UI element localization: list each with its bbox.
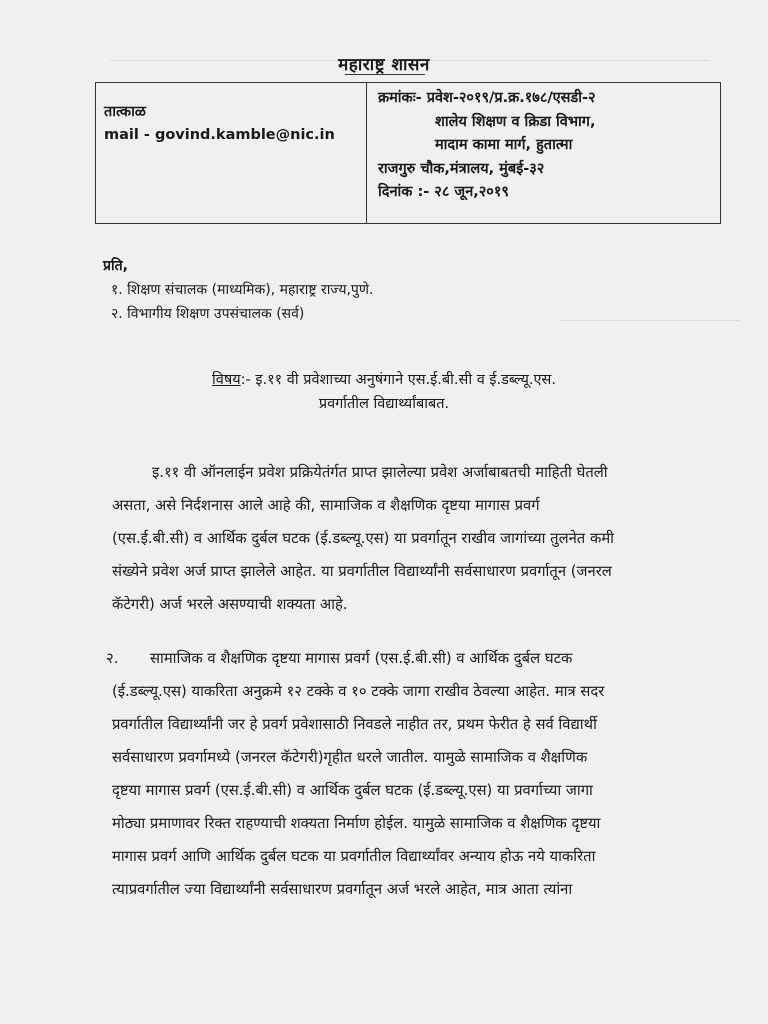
paragraph-1 bbox=[112, 456, 740, 621]
paragraph-line: सर्वसाधारण प्रवर्गामध्ये (जनरल कॅटेगरी)गृहीत धरले जातील. यामुळे सामाजिक व शैक्षणिक bbox=[112, 749, 588, 766]
subject-label: विषय bbox=[212, 372, 241, 388]
paragraph-line: असता, असे निर्दशनास आले आहे की, सामाजिक व शैक्षणिक दृष्टया मागास प्रवर्ग bbox=[112, 497, 540, 514]
paragraph-line-first bbox=[106, 642, 740, 675]
date-line: दिनांक :- २८ जून,२०१९ bbox=[378, 184, 509, 200]
paragraph-line: त्याप्रवर्गातील ज्या विद्यार्थ्यांनी सर्वसाधारण प्रवर्गातून अर्ज भरले आहेत, मात्र आता त्यांना bbox=[112, 881, 573, 898]
paragraph-line: (एस.ई.बी.सी) व आर्थिक दुर्बल घटक (ई.डब्ल्यू.एस) या प्रवर्गातून राखीव जागांच्या तुलनेत कमी bbox=[112, 530, 614, 547]
paragraph-line: मागास प्रवर्ग आणि आर्थिक दुर्बल घटक या प्रवर्गातील विद्यार्थ्यांवर अन्याय होऊ नये याकरिता bbox=[112, 848, 596, 865]
paragraph-line: मोठ्या प्रमाणावर रिक्त राहण्याची शक्यता निर्माण होईल. यामुळे सामाजिक व शैक्षणिक दृष्टया bbox=[112, 815, 601, 832]
email-line: mail - govind.kamble@nic.in bbox=[104, 127, 335, 143]
paragraph-number: २. bbox=[106, 650, 119, 667]
header-divider bbox=[366, 83, 367, 223]
address-line-2: राजगुरु चौक,मंत्रालय, मुंबई-३२ bbox=[378, 160, 545, 177]
urgency-label: तात्काळ bbox=[104, 104, 146, 120]
subject-block bbox=[0, 368, 768, 416]
scan-artifact bbox=[560, 320, 740, 321]
subject-text: :- इ.११ वी प्रवेशाच्या अनुषंगाने एस.ई.बी.सी व ई.डब्ल्यू.एस. bbox=[240, 372, 556, 388]
header-right bbox=[378, 87, 596, 205]
recipient-item: १. शिक्षण संचालक (माध्यमिक), महाराष्ट्र राज्य,पुणे. bbox=[111, 282, 374, 298]
paragraph-line: कॅटेगरी) अर्ज भरले असण्याची शक्यता आहे. bbox=[112, 596, 348, 613]
header-box bbox=[95, 82, 721, 224]
paragraph-line: सामाजिक व शैक्षणिक दृष्टया मागास प्रवर्ग (एस.ई.बी.सी) व आर्थिक दुर्बल घटक bbox=[150, 650, 573, 667]
subject-line-2: प्रवर्गातील विद्यार्थ्यांबाबत. bbox=[318, 396, 450, 412]
reference-number: क्रमांकः- प्रवेश-२०१९/प्र.क्र.१७८/एसडी-२ bbox=[378, 90, 596, 106]
subject-line-1 bbox=[0, 368, 768, 392]
department-name: शालेय शिक्षण व क्रिडा विभाग, bbox=[435, 113, 596, 130]
title-underline bbox=[345, 74, 425, 75]
paragraph-2 bbox=[106, 642, 740, 906]
recipients-block bbox=[103, 254, 373, 326]
page-title: महाराष्ट्र शासन bbox=[338, 55, 430, 75]
paragraph-line: दृष्टया मागास प्रवर्ग (एस.ई.बी.सी) व आर्थिक दुर्बल घटक (ई.डब्ल्यू.एस) या प्रवर्गाच्या जागा bbox=[112, 782, 593, 799]
paragraph-line: (ई.डब्ल्यू.एस) याकरिता अनुक्रमे १२ टक्के व १० टक्के जागा राखीव ठेवल्या आहेत. मात्र सदर bbox=[112, 683, 605, 700]
scan-artifact bbox=[110, 60, 710, 61]
recipient-item: २. विभागीय शिक्षण उपसंचालक (सर्व) bbox=[111, 306, 305, 322]
header-left bbox=[104, 101, 335, 147]
paragraph-line: प्रवर्गातील विद्यार्थ्यांनी जर हे प्रवर्ग प्रवेशासाठी निवडले नाहीत तर, प्रथम फेरीत हे सर्व विद्यार्थी bbox=[112, 716, 597, 733]
address-line-1: मादाम कामा मार्ग, हुतात्मा bbox=[435, 137, 573, 153]
recipients-label: प्रति, bbox=[103, 258, 128, 274]
paragraph-line: इ.११ वी ऑनलाईन प्रवेश प्रक्रियेतंर्गत प्राप्त झालेल्या प्रवेश अर्जाबाबतची माहिती घेतली bbox=[152, 464, 608, 481]
paragraph-line: संख्येने प्रवेश अर्ज प्राप्त झालेले आहेत. या प्रवर्गातील विद्यार्थ्यांनी सर्वसाधारण प्रवर्गातून (जनरल bbox=[112, 563, 612, 580]
